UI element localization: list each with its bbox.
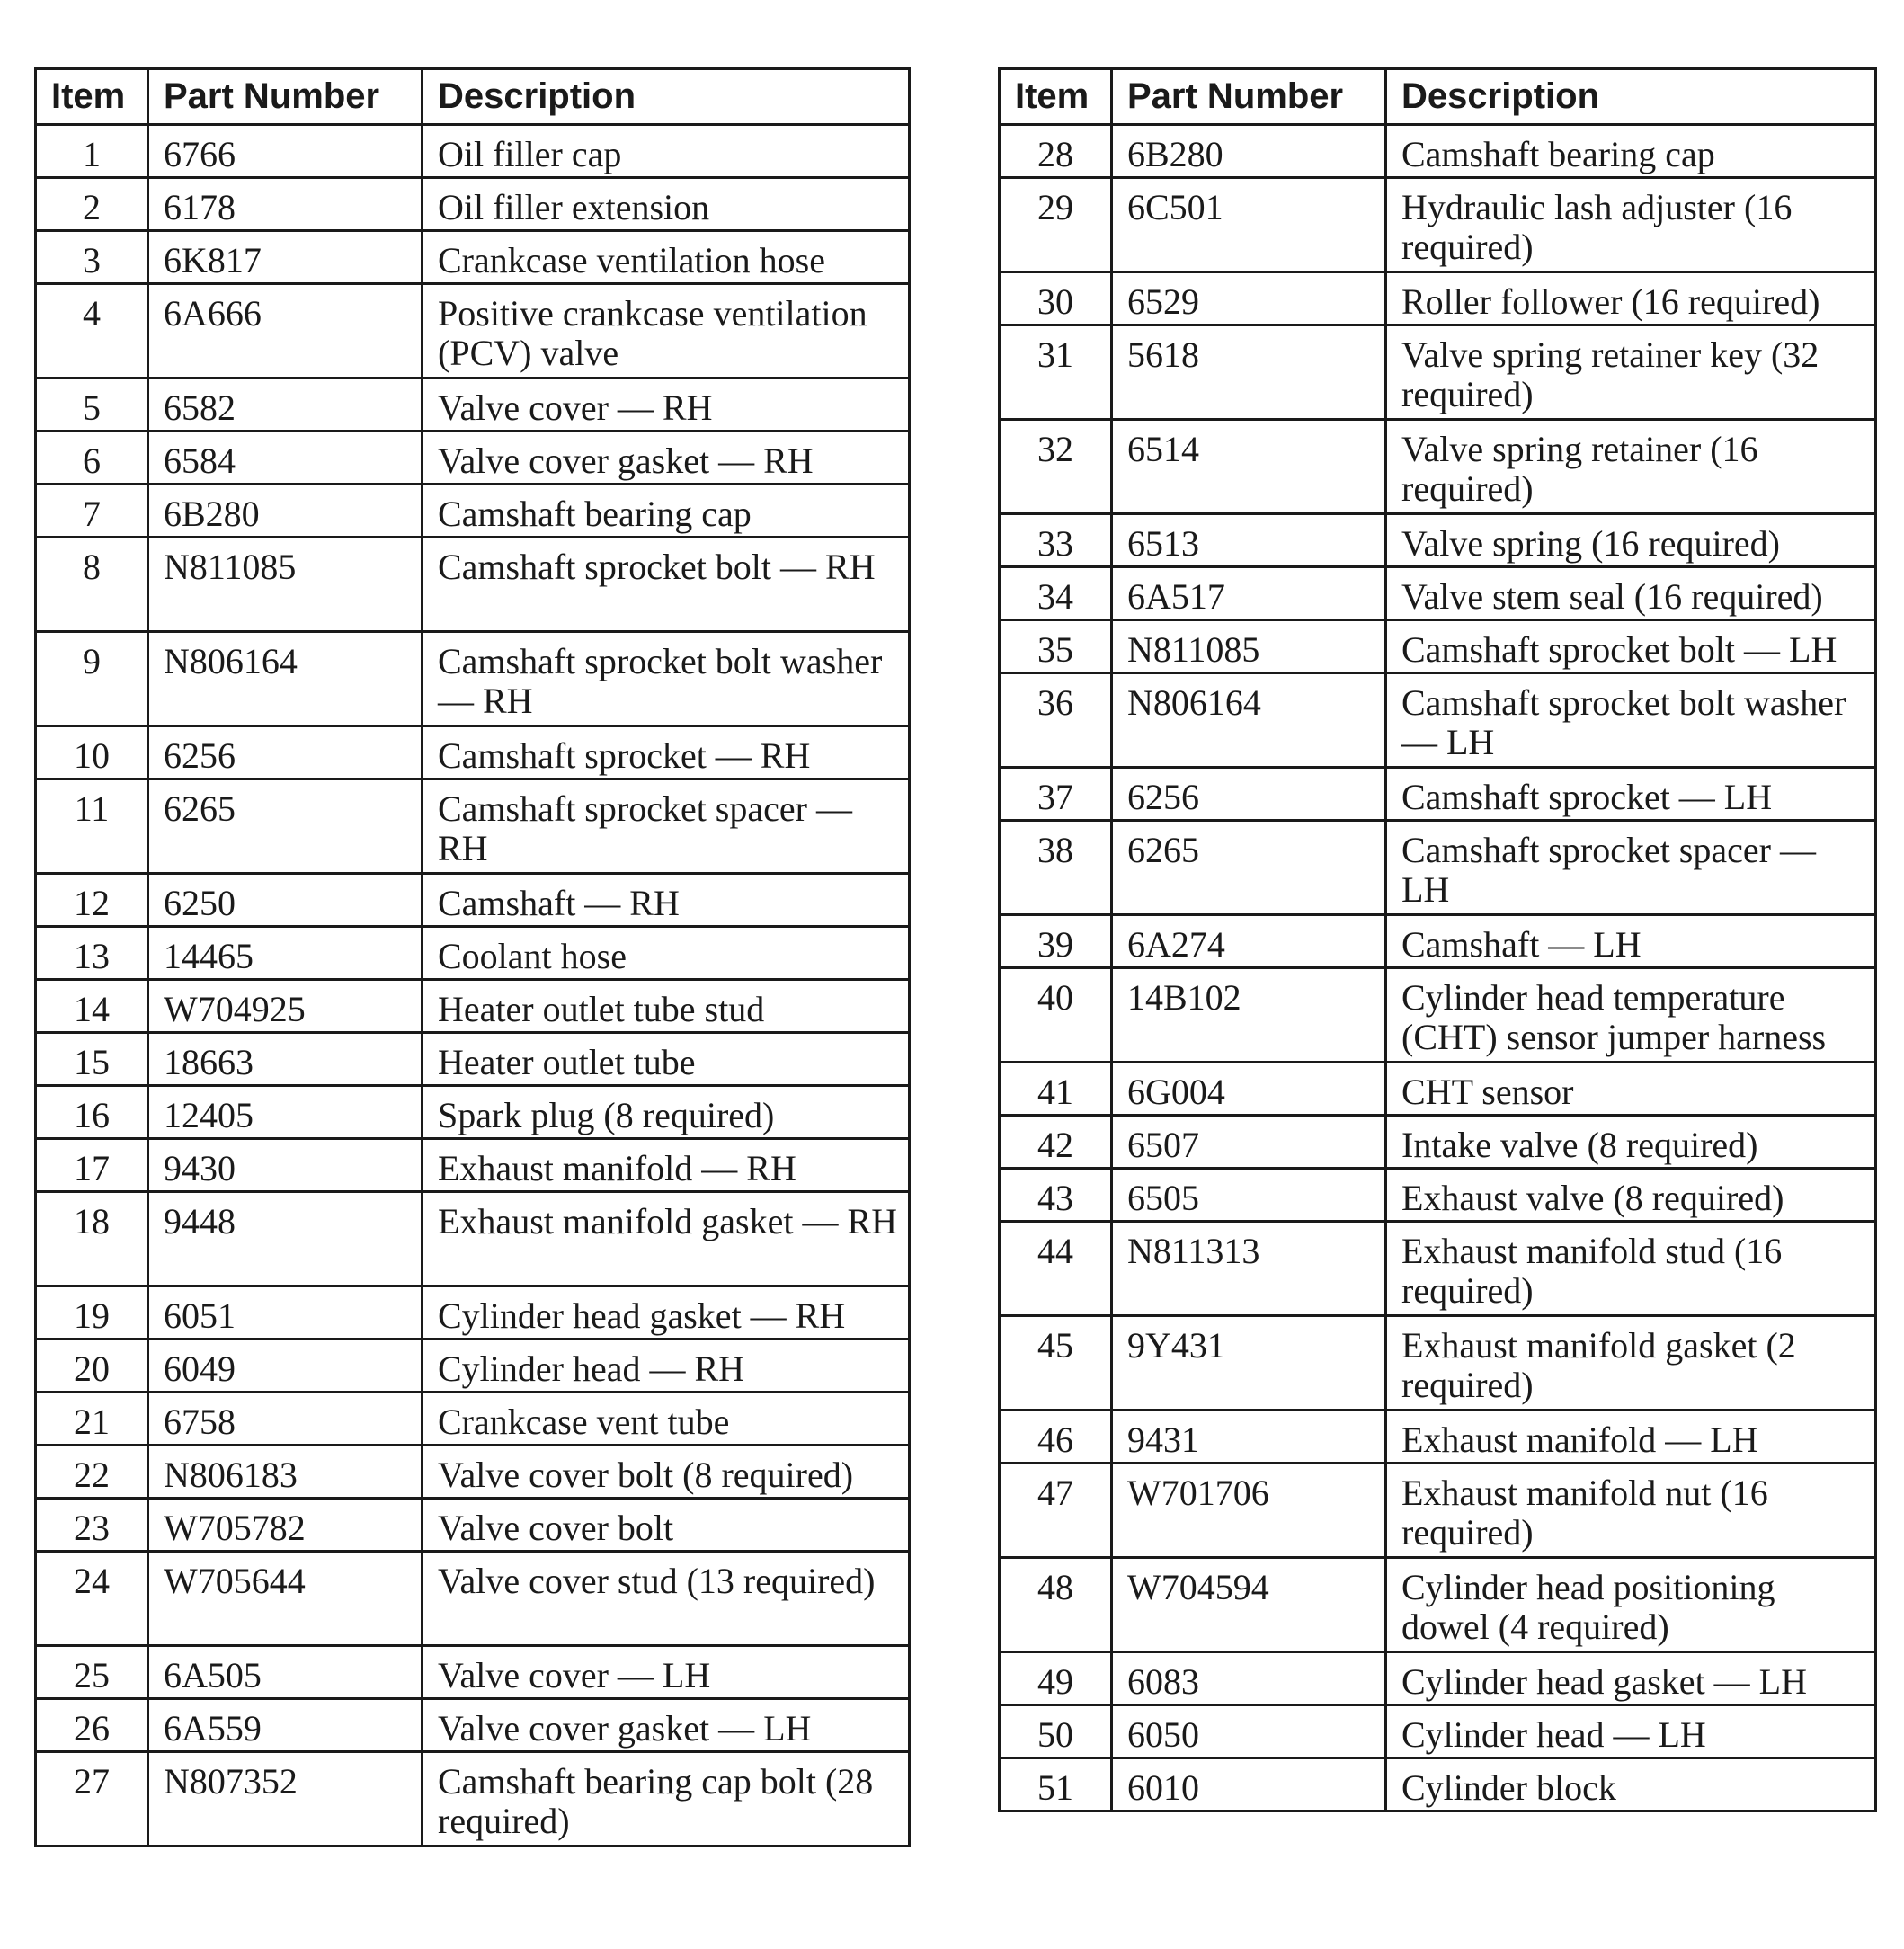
parts-table-right	[998, 67, 1877, 1812]
part-number-cell: 6256	[148, 726, 423, 779]
table-row	[36, 1393, 910, 1446]
part-number-cell: 6766	[148, 125, 423, 178]
description-cell: Valve cover bolt	[423, 1499, 910, 1552]
description-cell: Valve stem seal (16 required)	[1386, 567, 1876, 620]
part-number-cell: N811085	[1112, 620, 1386, 673]
table-row	[1000, 1063, 1876, 1116]
table-row	[1000, 1758, 1876, 1811]
table-row	[1000, 567, 1876, 620]
description-cell: Coolant hose	[423, 927, 910, 980]
item-number-cell: 50	[1000, 1705, 1112, 1758]
part-number-cell: 14465	[148, 927, 423, 980]
description-cell: Cylinder head — RH	[423, 1339, 910, 1393]
item-number-cell: 19	[36, 1286, 148, 1339]
description-cell: Exhaust manifold nut (16 required)	[1386, 1464, 1876, 1558]
table-row	[1000, 620, 1876, 673]
item-number-cell: 11	[36, 779, 148, 874]
column-header-description: Description	[423, 69, 910, 125]
item-number-cell: 24	[36, 1552, 148, 1646]
table-row	[36, 874, 910, 927]
table-row	[36, 178, 910, 231]
description-cell: Exhaust manifold stud (16 required)	[1386, 1222, 1876, 1316]
column-header-item: Item	[1000, 69, 1112, 125]
part-number-cell: 6A559	[148, 1699, 423, 1752]
description-cell: Cylinder head gasket — RH	[423, 1286, 910, 1339]
description-cell: Spark plug (8 required)	[423, 1086, 910, 1139]
item-number-cell: 34	[1000, 567, 1112, 620]
part-number-cell: 6256	[1112, 768, 1386, 821]
table-row	[1000, 1705, 1876, 1758]
table-row	[36, 1752, 910, 1847]
description-cell: Camshaft sprocket spacer — LH	[1386, 821, 1876, 915]
description-cell: Oil filler cap	[423, 125, 910, 178]
description-cell: Exhaust valve (8 required)	[1386, 1169, 1876, 1222]
part-number-cell: N807352	[148, 1752, 423, 1847]
table-row	[1000, 1316, 1876, 1411]
part-number-cell: 6A517	[1112, 567, 1386, 620]
item-number-cell: 43	[1000, 1169, 1112, 1222]
part-number-cell: 6049	[148, 1339, 423, 1393]
table-row	[36, 1033, 910, 1086]
part-number-cell: W704925	[148, 980, 423, 1033]
item-number-cell: 18	[36, 1192, 148, 1286]
description-cell: Exhaust manifold gasket — RH	[423, 1192, 910, 1286]
table-row	[36, 632, 910, 726]
table-row	[1000, 325, 1876, 420]
table-row	[36, 1139, 910, 1192]
item-number-cell: 51	[1000, 1758, 1112, 1811]
description-cell: Valve cover stud (13 required)	[423, 1552, 910, 1646]
item-number-cell: 10	[36, 726, 148, 779]
item-number-cell: 4	[36, 284, 148, 378]
description-cell: Camshaft sprocket bolt washer — RH	[423, 632, 910, 726]
description-cell: Valve cover — LH	[423, 1646, 910, 1699]
description-cell: Camshaft sprocket bolt — RH	[423, 538, 910, 632]
table-row	[36, 1552, 910, 1646]
table-row	[36, 231, 910, 284]
description-cell: Valve cover gasket — LH	[423, 1699, 910, 1752]
item-number-cell: 21	[36, 1393, 148, 1446]
table-row	[1000, 915, 1876, 968]
description-cell: Camshaft — RH	[423, 874, 910, 927]
description-cell: Heater outlet tube stud	[423, 980, 910, 1033]
description-cell: Heater outlet tube	[423, 1033, 910, 1086]
item-number-cell: 41	[1000, 1063, 1112, 1116]
item-number-cell: 44	[1000, 1222, 1112, 1316]
item-number-cell: 26	[36, 1699, 148, 1752]
table-row	[36, 125, 910, 178]
part-number-cell: 6010	[1112, 1758, 1386, 1811]
description-cell: Exhaust manifold gasket (2 required)	[1386, 1316, 1876, 1411]
part-number-cell: 9Y431	[1112, 1316, 1386, 1411]
part-number-cell: W704594	[1112, 1558, 1386, 1652]
part-number-cell: 9448	[148, 1192, 423, 1286]
part-number-cell: 5618	[1112, 325, 1386, 420]
table-row	[36, 1339, 910, 1393]
header-row	[1000, 69, 1876, 125]
item-number-cell: 6	[36, 432, 148, 485]
item-number-cell: 32	[1000, 420, 1112, 514]
table-row	[36, 1699, 910, 1752]
part-number-cell: N811085	[148, 538, 423, 632]
description-cell: Positive crankcase ventilation (PCV) valve	[423, 284, 910, 378]
table-row	[1000, 1411, 1876, 1464]
description-cell: Exhaust manifold — RH	[423, 1139, 910, 1192]
item-number-cell: 16	[36, 1086, 148, 1139]
table-row	[1000, 821, 1876, 915]
description-cell: Cylinder head — LH	[1386, 1705, 1876, 1758]
part-number-cell: 12405	[148, 1086, 423, 1139]
part-number-cell: 6529	[1112, 272, 1386, 325]
part-number-cell: 6B280	[1112, 125, 1386, 178]
table-row	[1000, 968, 1876, 1063]
item-number-cell: 31	[1000, 325, 1112, 420]
description-cell: Cylinder head positioning dowel (4 required)	[1386, 1558, 1876, 1652]
part-number-cell: 9431	[1112, 1411, 1386, 1464]
description-cell: Camshaft bearing cap	[1386, 125, 1876, 178]
table-row	[36, 378, 910, 432]
item-number-cell: 8	[36, 538, 148, 632]
description-cell: Valve spring retainer key (32 required)	[1386, 325, 1876, 420]
part-number-cell: 18663	[148, 1033, 423, 1086]
item-number-cell: 35	[1000, 620, 1112, 673]
part-number-cell: 6758	[148, 1393, 423, 1446]
table-row	[1000, 1558, 1876, 1652]
description-cell: Intake valve (8 required)	[1386, 1116, 1876, 1169]
description-cell: Roller follower (16 required)	[1386, 272, 1876, 325]
item-number-cell: 2	[36, 178, 148, 231]
table-row	[1000, 178, 1876, 272]
description-cell: Camshaft — LH	[1386, 915, 1876, 968]
table-row	[36, 432, 910, 485]
item-number-cell: 5	[36, 378, 148, 432]
parts-table-right-body	[1000, 125, 1876, 1811]
part-number-cell: 6250	[148, 874, 423, 927]
table-row	[36, 485, 910, 538]
table-row	[36, 726, 910, 779]
part-number-cell: 6083	[1112, 1652, 1386, 1705]
part-number-cell: 6A274	[1112, 915, 1386, 968]
description-cell: Camshaft sprocket — RH	[423, 726, 910, 779]
table-row	[1000, 1652, 1876, 1705]
description-cell: Exhaust manifold — LH	[1386, 1411, 1876, 1464]
description-cell: CHT sensor	[1386, 1063, 1876, 1116]
item-number-cell: 22	[36, 1446, 148, 1499]
table-row	[1000, 420, 1876, 514]
part-number-cell: 6582	[148, 378, 423, 432]
description-cell: Crankcase ventilation hose	[423, 231, 910, 284]
item-number-cell: 15	[36, 1033, 148, 1086]
part-number-cell: N806164	[148, 632, 423, 726]
part-number-cell: 6514	[1112, 420, 1386, 514]
part-number-cell: W705782	[148, 1499, 423, 1552]
table-row	[36, 538, 910, 632]
item-number-cell: 45	[1000, 1316, 1112, 1411]
part-number-cell: 6265	[1112, 821, 1386, 915]
part-number-cell: 6505	[1112, 1169, 1386, 1222]
item-number-cell: 25	[36, 1646, 148, 1699]
item-number-cell: 39	[1000, 915, 1112, 968]
item-number-cell: 13	[36, 927, 148, 980]
part-number-cell: 6051	[148, 1286, 423, 1339]
table-row	[1000, 1169, 1876, 1222]
column-header-description: Description	[1386, 69, 1876, 125]
description-cell: Oil filler extension	[423, 178, 910, 231]
part-number-cell: 6G004	[1112, 1063, 1386, 1116]
description-cell: Cylinder head gasket — LH	[1386, 1652, 1876, 1705]
table-row	[36, 980, 910, 1033]
part-number-cell: 6A505	[148, 1646, 423, 1699]
part-number-cell: 6B280	[148, 485, 423, 538]
part-number-cell: W701706	[1112, 1464, 1386, 1558]
item-number-cell: 9	[36, 632, 148, 726]
description-cell: Valve cover gasket — RH	[423, 432, 910, 485]
item-number-cell: 40	[1000, 968, 1112, 1063]
part-number-cell: 6513	[1112, 514, 1386, 567]
part-number-cell: 6050	[1112, 1705, 1386, 1758]
table-row	[1000, 514, 1876, 567]
part-number-cell: 14B102	[1112, 968, 1386, 1063]
description-cell: Cylinder block	[1386, 1758, 1876, 1811]
part-number-cell: 6584	[148, 432, 423, 485]
part-number-cell: 6507	[1112, 1116, 1386, 1169]
description-cell: Camshaft bearing cap	[423, 485, 910, 538]
description-cell: Valve spring (16 required)	[1386, 514, 1876, 567]
item-number-cell: 27	[36, 1752, 148, 1847]
item-number-cell: 47	[1000, 1464, 1112, 1558]
item-number-cell: 37	[1000, 768, 1112, 821]
table-row	[1000, 1464, 1876, 1558]
item-number-cell: 12	[36, 874, 148, 927]
table-row	[36, 1086, 910, 1139]
table-row	[36, 284, 910, 378]
item-number-cell: 23	[36, 1499, 148, 1552]
item-number-cell: 46	[1000, 1411, 1112, 1464]
parts-table-left	[34, 67, 911, 1847]
description-cell: Camshaft sprocket — LH	[1386, 768, 1876, 821]
table-row	[36, 1446, 910, 1499]
item-number-cell: 48	[1000, 1558, 1112, 1652]
item-number-cell: 38	[1000, 821, 1112, 915]
parts-table-left-body	[36, 125, 910, 1847]
table-row	[36, 927, 910, 980]
description-cell: Camshaft sprocket bolt — LH	[1386, 620, 1876, 673]
table-row	[36, 779, 910, 874]
description-cell: Cylinder head temperature (CHT) sensor jumper harness	[1386, 968, 1876, 1063]
table-row	[1000, 1222, 1876, 1316]
description-cell: Valve spring retainer (16 required)	[1386, 420, 1876, 514]
description-cell: Camshaft bearing cap bolt (28 required)	[423, 1752, 910, 1847]
description-cell: Camshaft sprocket spacer — RH	[423, 779, 910, 874]
description-cell: Hydraulic lash adjuster (16 required)	[1386, 178, 1876, 272]
item-number-cell: 30	[1000, 272, 1112, 325]
item-number-cell: 3	[36, 231, 148, 284]
column-header-part-number: Part Number	[148, 69, 423, 125]
table-row	[1000, 673, 1876, 768]
item-number-cell: 49	[1000, 1652, 1112, 1705]
description-cell: Valve cover — RH	[423, 378, 910, 432]
part-number-cell: N806183	[148, 1446, 423, 1499]
part-number-cell: 6265	[148, 779, 423, 874]
table-row	[36, 1286, 910, 1339]
table-row	[36, 1499, 910, 1552]
part-number-cell: 6A666	[148, 284, 423, 378]
description-cell: Valve cover bolt (8 required)	[423, 1446, 910, 1499]
description-cell: Crankcase vent tube	[423, 1393, 910, 1446]
part-number-cell: N806164	[1112, 673, 1386, 768]
part-number-cell: N811313	[1112, 1222, 1386, 1316]
item-number-cell: 7	[36, 485, 148, 538]
part-number-cell: 6C501	[1112, 178, 1386, 272]
table-row	[1000, 272, 1876, 325]
table-row	[1000, 768, 1876, 821]
part-number-cell: 6178	[148, 178, 423, 231]
table-row	[1000, 1116, 1876, 1169]
part-number-cell: 6K817	[148, 231, 423, 284]
column-header-item: Item	[36, 69, 148, 125]
item-number-cell: 33	[1000, 514, 1112, 567]
column-header-part-number: Part Number	[1112, 69, 1386, 125]
part-number-cell: 9430	[148, 1139, 423, 1192]
item-number-cell: 29	[1000, 178, 1112, 272]
item-number-cell: 28	[1000, 125, 1112, 178]
item-number-cell: 1	[36, 125, 148, 178]
description-cell: Camshaft sprocket bolt washer — LH	[1386, 673, 1876, 768]
table-row	[36, 1646, 910, 1699]
header-row	[36, 69, 910, 125]
item-number-cell: 42	[1000, 1116, 1112, 1169]
table-row	[36, 1192, 910, 1286]
item-number-cell: 17	[36, 1139, 148, 1192]
item-number-cell: 36	[1000, 673, 1112, 768]
table-row	[1000, 125, 1876, 178]
item-number-cell: 20	[36, 1339, 148, 1393]
part-number-cell: W705644	[148, 1552, 423, 1646]
item-number-cell: 14	[36, 980, 148, 1033]
